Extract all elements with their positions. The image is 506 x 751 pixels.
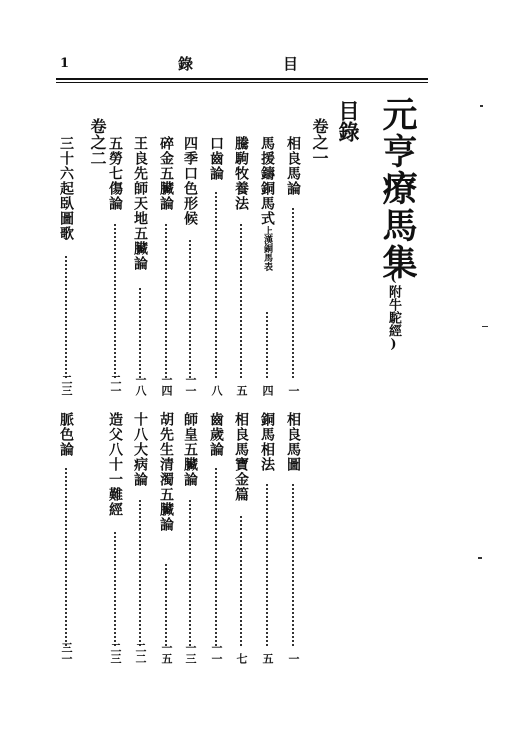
toc-entry[interactable] <box>208 136 224 396</box>
toc-entry-title: 口齒論 <box>208 136 224 181</box>
toc-entry[interactable] <box>233 136 249 396</box>
dot-leader <box>292 208 294 378</box>
toc-entry-title: 五勞七傷論 <box>107 136 123 211</box>
toc-entry-title: 四季口色形候 <box>182 136 198 226</box>
toc-entry[interactable] <box>259 136 275 396</box>
toc-entry[interactable] <box>58 412 74 664</box>
dot-leader <box>292 484 294 646</box>
volume-heading-1: 卷之一 <box>310 118 329 166</box>
toc-entry-page: 一三 <box>184 642 197 664</box>
scan-speck <box>480 105 483 107</box>
toc-entry-title: 馬援鑄銅馬式上漢銅馬表 <box>259 136 275 271</box>
header-rule-thin <box>56 82 428 83</box>
dot-leader <box>165 224 167 378</box>
dot-leader <box>215 192 217 378</box>
toc-entry[interactable] <box>285 136 301 396</box>
dot-leader <box>266 312 268 378</box>
toc-entry-title: 騰駒牧養法 <box>233 136 249 211</box>
toc-entry-page: 一 <box>287 385 300 396</box>
toc-entry[interactable] <box>107 412 123 664</box>
toc-entry-page: 二一 <box>109 374 122 396</box>
toc-entry[interactable] <box>132 136 148 396</box>
toc-entry-title: 相良馬寶金篇 <box>233 412 249 502</box>
scan-speck <box>478 557 482 559</box>
toc-entry[interactable] <box>107 136 123 396</box>
toc-entry[interactable] <box>233 412 249 664</box>
toc-entry-note: 上漢銅馬表 <box>262 226 272 271</box>
toc-entry-title: 師皇五臟論 <box>182 412 198 487</box>
toc-entry[interactable] <box>259 412 275 664</box>
toc-entry-page: 五 <box>261 653 274 664</box>
section-heading: 目錄 <box>336 100 361 142</box>
toc-entry-title: 王良先師天地五臟論 <box>132 136 148 271</box>
book-subtitle: (附牛駝經) <box>386 270 401 352</box>
dot-leader <box>114 532 116 646</box>
header-label-left: 錄 <box>178 55 194 73</box>
toc-entry-page: 五 <box>235 385 248 396</box>
dot-leader <box>65 256 67 378</box>
toc-entry-page: 七 <box>235 653 248 664</box>
toc-entry-title: 十八大病論 <box>132 412 148 487</box>
header-page-number: 1 <box>60 56 70 71</box>
dot-leader <box>240 224 242 378</box>
book-title: 元亨療馬集 <box>377 96 418 281</box>
toc-entry-page: 八 <box>210 385 223 396</box>
toc-entry-title: 銅馬相法 <box>259 412 275 472</box>
toc-entry-page: 二三 <box>60 374 73 396</box>
dot-leader <box>114 224 116 378</box>
dot-leader <box>215 468 217 646</box>
toc-entry-page: 一八 <box>134 374 147 396</box>
toc-entry[interactable] <box>132 412 148 664</box>
toc-entry[interactable] <box>158 136 174 396</box>
toc-entry-title: 造父八十一難經 <box>107 412 123 517</box>
dot-leader <box>65 468 67 646</box>
toc-entry[interactable] <box>182 412 198 664</box>
dot-leader <box>189 240 191 378</box>
toc-entry-title: 三十六起臥圖歌 <box>58 136 74 241</box>
dot-leader <box>189 500 191 646</box>
dot-leader <box>139 288 141 378</box>
toc-entry-page: 二三 <box>109 642 122 664</box>
toc-entry[interactable] <box>182 136 198 396</box>
toc-entry-title: 碎金五臟論 <box>158 136 174 211</box>
toc-entry-page: 一一 <box>184 374 197 396</box>
toc-entry-title: 相良馬論 <box>285 136 301 196</box>
dot-leader <box>240 516 242 646</box>
toc-entry-title: 齒歲論 <box>208 412 224 457</box>
toc-entry-title: 脈色論 <box>58 412 74 457</box>
toc-entry-title: 相良馬圖 <box>285 412 301 472</box>
toc-entry-page: 一五 <box>160 642 173 664</box>
dot-leader <box>139 500 141 646</box>
toc-entry-page: 一 <box>287 653 300 664</box>
scan-speck <box>482 326 488 327</box>
dot-leader <box>165 564 167 646</box>
toc-entry-page: 一一 <box>210 642 223 664</box>
toc-entry-page: 一四 <box>160 374 173 396</box>
toc-entry-title: 胡先生清濁五臟論 <box>158 412 174 532</box>
toc-entry-page: 三一 <box>60 642 73 664</box>
header-label-right: 目 <box>283 55 299 73</box>
toc-entry[interactable] <box>58 136 74 396</box>
volume-heading-2: 卷之二 <box>88 118 107 166</box>
header-rule-thick <box>56 78 428 80</box>
toc-entry-page: 二二 <box>134 642 147 664</box>
toc-entry-page: 四 <box>261 385 274 396</box>
toc-entry[interactable] <box>208 412 224 664</box>
dot-leader <box>266 484 268 646</box>
toc-entry[interactable] <box>158 412 174 664</box>
toc-entry[interactable] <box>285 412 301 664</box>
